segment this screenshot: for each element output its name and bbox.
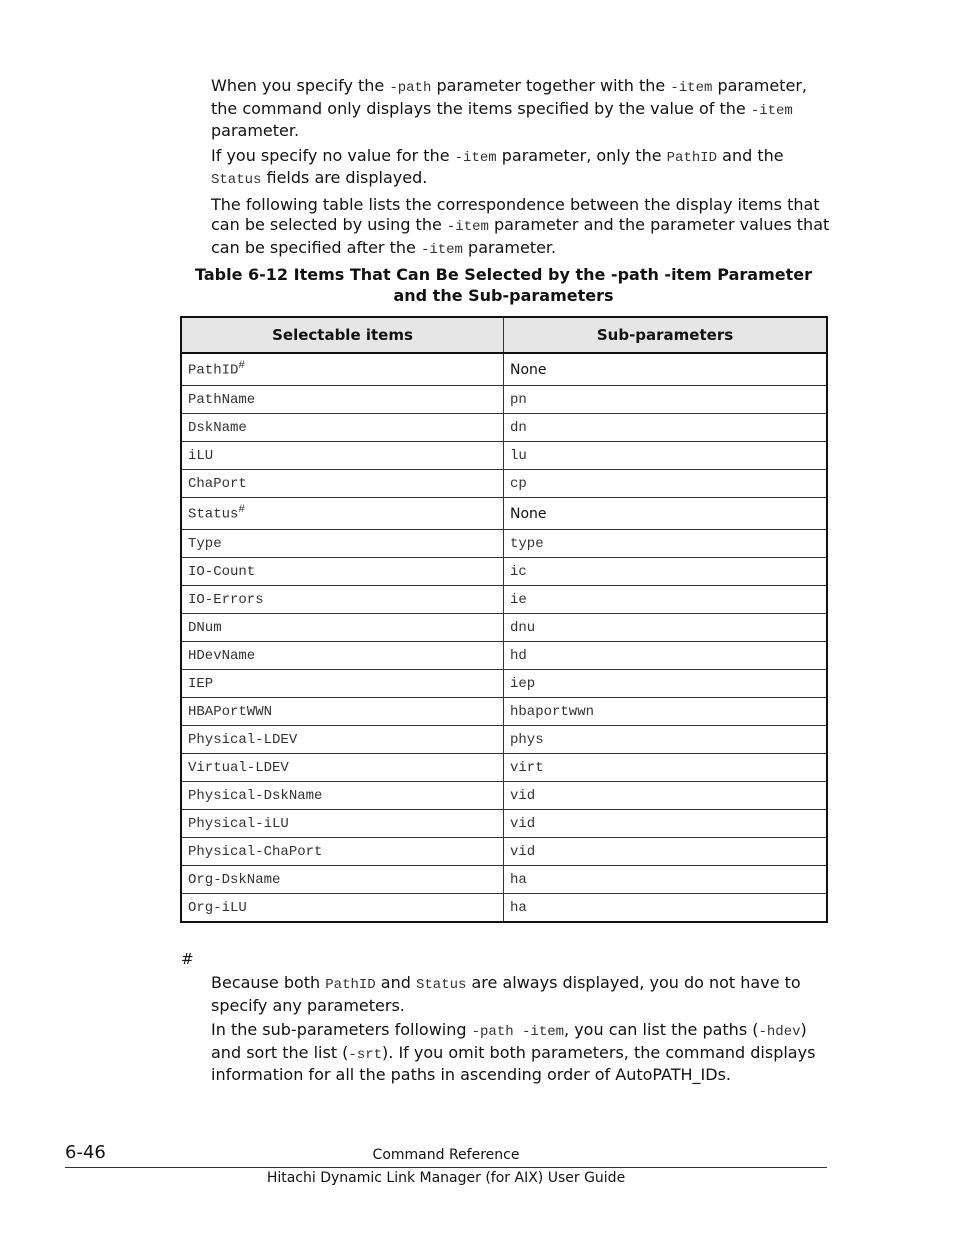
selectable-item-cell [181,726,504,754]
selectable-item-name: Org-DskName [188,871,281,888]
selectable-item-name: PathID [188,362,239,379]
selectable-item-cell [181,586,504,614]
table-row [181,866,827,894]
sub-parameter-cell: lu [504,442,828,470]
selectable-item-name: HDevName [188,647,256,664]
sub-parameter-cell: vid [504,810,828,838]
sub-parameter-cell: vid [504,782,828,810]
table-row [181,614,827,642]
header-selectable-items: Selectable items [181,317,504,353]
footer-divider [65,1167,827,1168]
sub-parameter-cell: phys [504,726,828,754]
intro-paragraph-3: The following table lists the correspondence between the display items that can be selected by using the -item parameter and the parameter values that can be specified after the -item parameter. [211,194,830,258]
table-row [181,586,827,614]
selectable-item-cell [181,558,504,586]
table-row [181,698,827,726]
table-row [181,530,827,558]
selectable-item-name: HBAPortWWN [188,703,273,720]
selectable-item-name: IEP [188,675,214,692]
page-number: 6-46 [65,1142,106,1163]
selectable-item-name: Physical-LDEV [188,731,298,748]
footnote-text [211,973,831,1090]
selectable-item-name: iLU [188,447,214,464]
selectable-item-cell [181,754,504,782]
footer-book-title: Hitachi Dynamic Link Manager (for AIX) User Guide [266,1170,626,1186]
intro-text [211,76,831,264]
intro-paragraph-2: If you specify no value for the -item parameter, only the PathID and the Status fields are displayed. [211,145,784,188]
selectable-item-cell [181,810,504,838]
items-table [180,316,828,923]
selectable-item-cell [181,698,504,726]
table-row [181,838,827,866]
selectable-item-name: Physical-ChaPort [188,843,323,860]
selectable-item-cell [181,614,504,642]
footnote-paragraph-1: Because both PathID and Status are always displayed, you do not have to specify any parameters. [211,973,801,1015]
sub-parameter-cell: None [504,353,828,386]
table-row [181,353,827,386]
selectable-item-cell [181,670,504,698]
selectable-item-name: IO-Errors [188,591,264,608]
sub-parameter-cell: ic [504,558,828,586]
table-row [181,470,827,498]
selectable-item-cell [181,414,504,442]
sub-parameter-cell: cp [504,470,828,498]
selectable-item-name: Org-iLU [188,899,247,916]
sub-parameter-cell: hd [504,642,828,670]
selectable-item-cell [181,498,504,530]
sub-parameter-cell: virt [504,754,828,782]
table-row [181,498,827,530]
selectable-item-cell [181,782,504,810]
table-row [181,414,827,442]
table-row [181,754,827,782]
table-row [181,386,827,414]
selectable-item-cell [181,838,504,866]
selectable-item-name: Virtual-LDEV [188,759,289,776]
header-sub-parameters: Sub-parameters [504,317,828,353]
table-row [181,442,827,470]
selectable-item-name: DskName [188,419,247,436]
selectable-item-cell [181,866,504,894]
table-row [181,810,827,838]
selectable-item-cell [181,386,504,414]
footer-section-title: Command Reference [372,1147,520,1163]
selectable-item-cell [181,530,504,558]
sub-parameter-cell: dnu [504,614,828,642]
footnote-mark: # [181,950,194,968]
selectable-item-cell [181,353,504,386]
selectable-item-cell [181,442,504,470]
footnote-marker: # [238,360,246,373]
selectable-item-name: Status [188,506,239,523]
sub-parameter-cell: None [504,498,828,530]
selectable-item-cell [181,894,504,923]
table-header-row [181,317,827,353]
sub-parameter-cell: hbaportwwn [504,698,828,726]
selectable-item-cell [181,642,504,670]
table-body [181,353,827,922]
sub-parameter-cell: ie [504,586,828,614]
selectable-item-name: Physical-iLU [188,815,289,832]
selectable-item-name: ChaPort [188,475,247,492]
selectable-item-name: PathName [188,391,256,408]
selectable-item-name: IO-Count [188,563,256,580]
selectable-item-name: Type [188,535,222,552]
table-row [181,642,827,670]
sub-parameter-cell: pn [504,386,828,414]
table-caption: Table 6-12 Items That Can Be Selected by the -path -item Parameter and the Sub-parameters [195,265,812,305]
footnote-paragraph-2: In the sub-parameters following -path -item, you can list the paths (-hdev) and sort the list (-srt). If you omit both parameters, the command displays information for all the paths in ascending order of AutoPATH_IDs. [211,1020,816,1084]
sub-parameter-cell: ha [504,866,828,894]
selectable-item-name: DNum [188,619,222,636]
sub-parameter-cell: dn [504,414,828,442]
sub-parameter-cell: ha [504,894,828,923]
table-row [181,894,827,923]
footnote-marker: # [238,504,246,517]
sub-parameter-cell: iep [504,670,828,698]
table-row [181,782,827,810]
selectable-item-name: Physical-DskName [188,787,323,804]
sub-parameter-cell: vid [504,838,828,866]
intro-paragraph-1: When you specify the -path parameter together with the -item parameter, the command only displays the items specified by the value of the -item parameter. [211,76,808,140]
table-row [181,558,827,586]
table-row [181,670,827,698]
table-row [181,726,827,754]
selectable-item-cell [181,470,504,498]
sub-parameter-cell: type [504,530,828,558]
